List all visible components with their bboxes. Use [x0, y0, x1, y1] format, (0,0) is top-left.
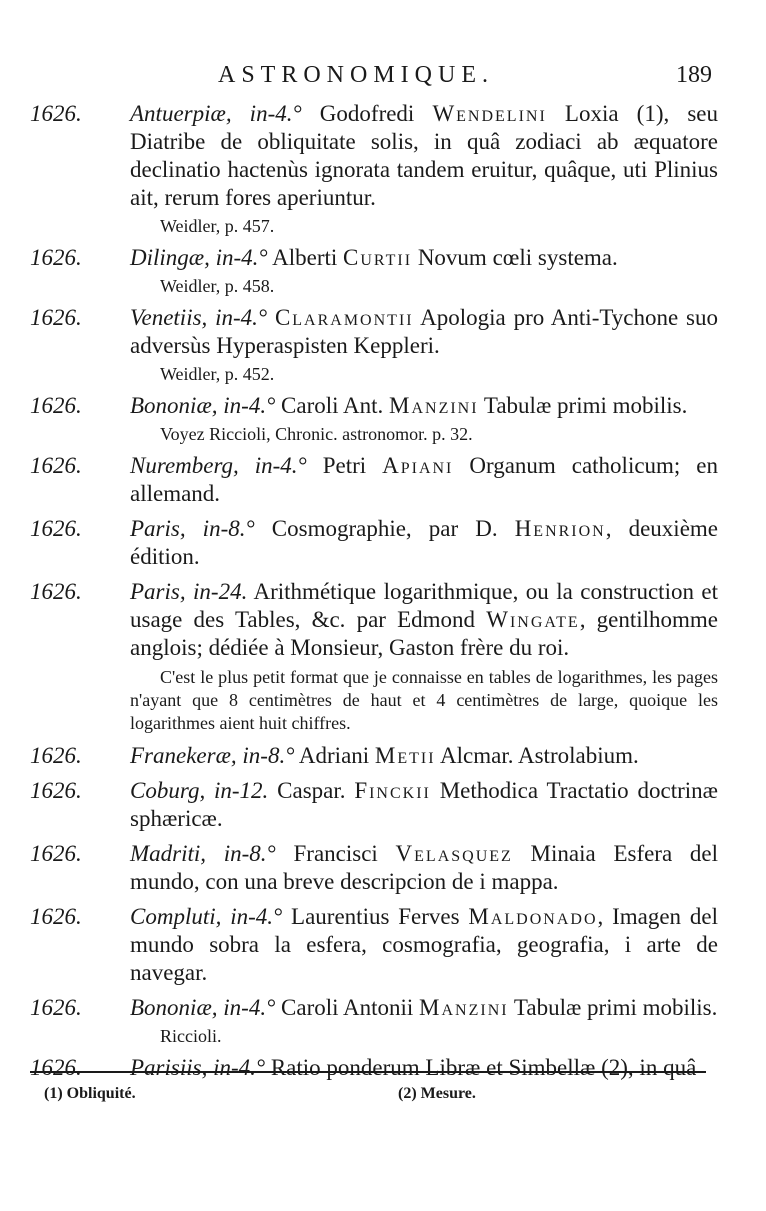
entry-text: Loxia (1), seu Diatribe de obliquitate solis, in quâ zodiaci ab æquatore declinatio hactenùs ignorata tandem eruitur, quâque, uti Plinius ait, rerum fores aperiuntur.	[130, 101, 718, 210]
entry-text: Novum cœli systema.	[412, 245, 618, 270]
entry-year: 1626.	[30, 245, 82, 270]
entry-author: Manzini	[389, 393, 479, 418]
page-number: 189	[676, 62, 712, 88]
entry-place: Parisiis, in-4.°	[130, 1055, 266, 1080]
entry-author: Maldonado	[468, 904, 598, 929]
running-title: ASTRONOMIQUE.	[218, 62, 494, 88]
entry-text: , Imagen del mundo sobra la esfera, cosmografia, geografia, i arte de navegar.	[130, 904, 718, 985]
entry-author: Wingate	[486, 607, 580, 632]
entry-prefix: Adriani	[298, 743, 375, 768]
entry-text: Alcmar. Astrolabium.	[435, 743, 639, 768]
entry-place: Dilingæ, in-4.°	[130, 245, 268, 270]
entry-prefix: Caspar.	[277, 778, 355, 803]
entry-text: , deuxième édition.	[130, 516, 718, 569]
entry	[30, 578, 718, 735]
entry-text: Organum catholicum; en allemand.	[130, 453, 718, 506]
entry-note: C'est le plus petit format que je connaisse en tables de logarithmes, les pages n'ayant que 8 centimètres de haut et 4 centimètres de large, quoique les logarithmes aient huit chiffres.	[130, 667, 718, 733]
entry-place: Franekeræ, in-8.°	[130, 743, 295, 768]
entry-year: 1626.	[30, 1055, 82, 1080]
entry-place: Venetiis, in-4.°	[130, 305, 268, 330]
entry-place: Antuerpiæ, in-4.°	[130, 101, 302, 126]
entry	[30, 100, 718, 237]
entry-prefix: Arithmétique logarithmique, ou la construction et usage des Tables, &c. par Edmond	[130, 579, 718, 632]
entry-text: Methodica Tractatio doctrinæ sphæricæ.	[130, 778, 718, 831]
entry-year: 1626.	[30, 995, 82, 1020]
entry-author: Curtii	[343, 245, 413, 270]
entry-text: Apologia pro Anti-Tychone suo adversùs Hyperaspisten Keppleri.	[130, 305, 718, 358]
entry-year: 1626.	[30, 305, 82, 330]
entry-author: Henrion	[514, 516, 606, 541]
entry-place: Bononiæ, in-4.°	[130, 393, 276, 418]
bibliography-entries	[30, 100, 718, 1089]
entry	[30, 452, 718, 508]
entry-year: 1626.	[30, 393, 82, 418]
entry-prefix: Laurentius Ferves	[291, 904, 469, 929]
entry-year: 1626.	[30, 453, 82, 478]
entry-author: Finckii	[354, 778, 431, 803]
entry-author: Metii	[374, 743, 436, 768]
footnote-1: (1) Obliquité.	[44, 1085, 136, 1102]
entry-text: Tabulæ primi mobilis.	[478, 393, 688, 418]
entry	[30, 244, 718, 297]
page-header	[0, 62, 766, 96]
entry	[30, 777, 718, 833]
entry-year: 1626.	[30, 743, 82, 768]
entry	[30, 1054, 718, 1082]
entry	[30, 515, 718, 571]
entry-prefix: Caroli Antonii	[281, 995, 420, 1020]
entry-prefix: Francisci	[293, 841, 396, 866]
entry	[30, 392, 718, 445]
entry-author: Wendelini	[432, 101, 547, 126]
entry-prefix: Godofredi	[319, 101, 433, 126]
entry-year: 1626.	[30, 841, 82, 866]
entry-year: 1626.	[30, 579, 82, 604]
footnote-separator	[30, 1071, 706, 1073]
entry	[30, 742, 718, 770]
entry-place: Coburg, in-12.	[130, 778, 269, 803]
entry-year: 1626.	[30, 904, 82, 929]
entry-place: Bononiæ, in-4.°	[130, 995, 276, 1020]
entry-citation: Riccioli.	[160, 1026, 222, 1046]
entry-citation: Weidler, p. 452.	[160, 364, 275, 384]
entry-year: 1626.	[30, 516, 82, 541]
entry-citation: Voyez Riccioli, Chronic. astronomor. p. 32.	[160, 424, 473, 444]
entry-place: Nuremberg, in-4.°	[130, 453, 307, 478]
entry-year: 1626.	[30, 101, 82, 126]
entry-place: Paris, in-8.°	[130, 516, 255, 541]
entry	[30, 840, 718, 896]
entry-prefix: Cosmographie, par D.	[271, 516, 515, 541]
entry-year: 1626.	[30, 778, 82, 803]
entry-citation: Weidler, p. 458.	[160, 276, 275, 296]
entry-place: Compluti, in-4.°	[130, 904, 283, 929]
entry-citation: Weidler, p. 457.	[160, 216, 275, 236]
entry-text: Tabulæ primi mobilis.	[508, 995, 718, 1020]
entry-prefix: Alberti	[272, 245, 344, 270]
entry-prefix: Petri	[322, 453, 383, 478]
entry-prefix: Caroli Ant.	[281, 393, 390, 418]
entry	[30, 903, 718, 987]
entry-author: Velasquez	[395, 841, 513, 866]
entry-author: Manzini	[419, 995, 509, 1020]
entry-author: Claramontii	[274, 305, 414, 330]
footnote-2: (2) Mesure.	[398, 1085, 476, 1102]
entry-text: Minaia Esfera del mundo, con una breve descripcion de i mappa.	[130, 841, 719, 894]
entry	[30, 994, 718, 1047]
entry	[30, 304, 718, 385]
entry-place: Paris, in-24.	[130, 579, 248, 604]
entry-prefix: Ratio ponderum Libræ et Simbellæ (2), in quâ	[270, 1055, 697, 1080]
entry-text: , gentilhomme anglois; dédiée à Monsieur, Gaston frère du roi.	[130, 607, 719, 660]
entry-author: Apiani	[382, 453, 454, 478]
entry-place: Madriti, in-8.°	[130, 841, 276, 866]
